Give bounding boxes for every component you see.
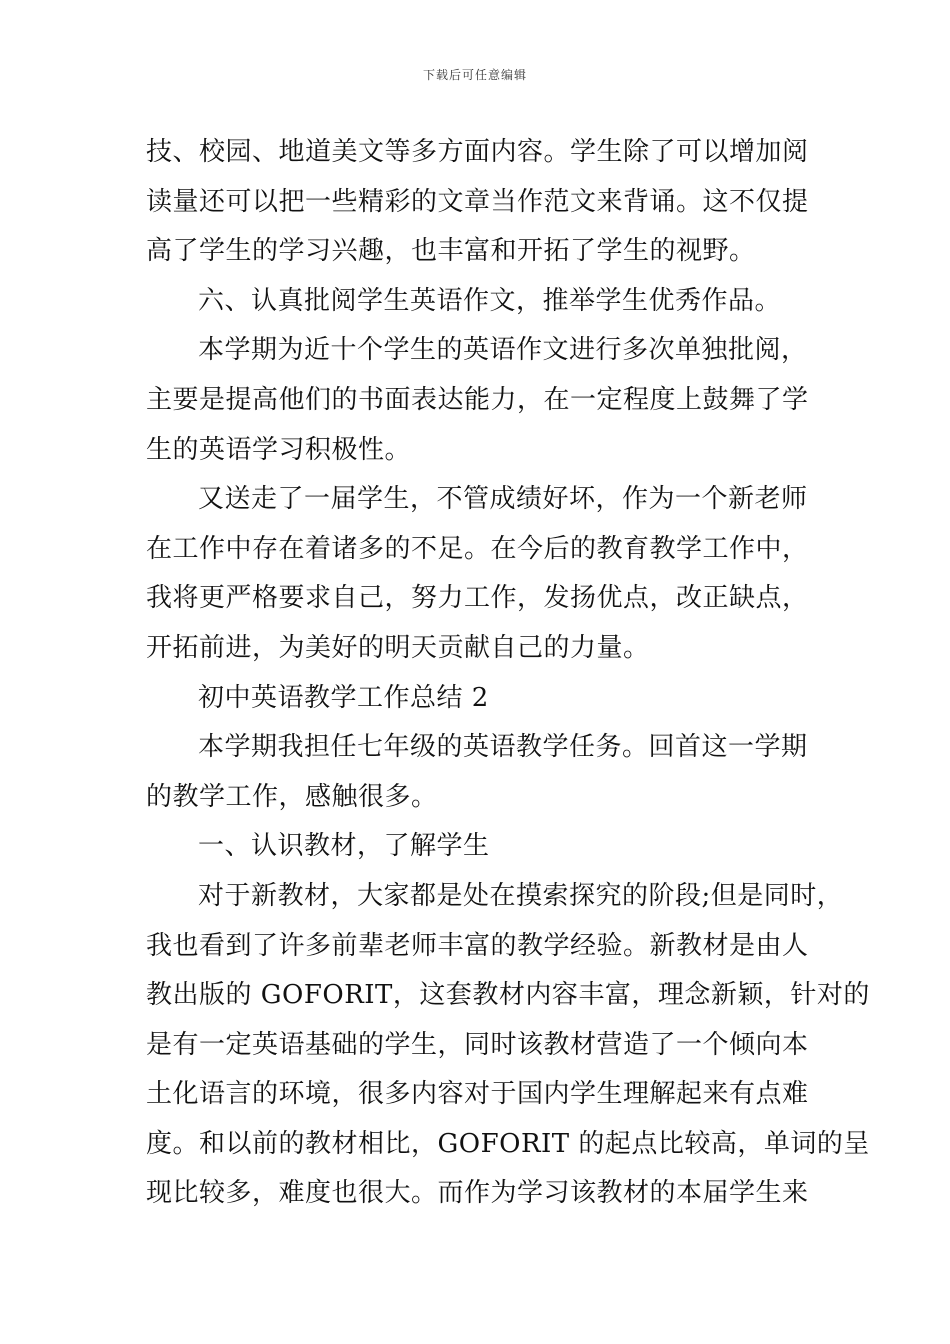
text-line: 主要是提高他们的书面表达能力，在一定程度上鼓舞了学	[146, 384, 809, 415]
text-line: 我将更严格要求自己，努力工作，发扬优点，改正缺点，	[146, 583, 809, 614]
text-line: 度。和以前的教材相比，GOFORIT 的起点比较高，单词的呈	[146, 1128, 870, 1159]
text-line: 在工作中存在着诸多的不足。在今后的教育教学工作中，	[146, 533, 809, 564]
text-line: 六、认真批阅学生英语作文，推举学生优秀作品。	[198, 285, 782, 316]
document-body	[146, 128, 870, 1219]
text-line: 现比较多，难度也很大。而作为学习该教材的本届学生来	[146, 1178, 809, 1209]
text-line: 本学期我担任七年级的英语教学任务。回首这一学期	[198, 732, 808, 763]
text-line: 初中英语教学工作总结 2	[198, 682, 489, 713]
text-line: 技、校园、地道美文等多方面内容。学生除了可以增加阅	[146, 137, 809, 167]
text-line: 又送走了一届学生，不管成绩好坏，作为一个新老师	[198, 484, 808, 515]
text-line: 本学期为近十个学生的英语作文进行多次单独批阅，	[198, 335, 808, 366]
text-line: 土化语言的环境，很多内容对于国内学生理解起来有点难	[146, 1079, 809, 1110]
text-line: 对于新教材，大家都是处在摸索探究的阶段;但是同时，	[198, 880, 844, 911]
text-line: 生的英语学习积极性。	[146, 434, 412, 465]
text-line: 是有一定英语基础的学生，同时该教材营造了一个倾向本	[146, 1029, 809, 1060]
text-line: 读量还可以把一些精彩的文章当作范文来背诵。这不仅提	[146, 186, 809, 217]
text-line: 我也看到了许多前辈老师丰富的教学经验。新教材是由人	[146, 930, 809, 961]
page-header-note: 下载后可任意编辑	[422, 68, 527, 82]
text-line: 高了学生的学习兴趣，也丰富和开拓了学生的视野。	[146, 236, 756, 267]
text-line: 教出版的 GOFORIT，这套教材内容丰富，理念新颖，针对的	[146, 980, 870, 1011]
text-line: 开拓前进，为美好的明天贡献自己的力量。	[146, 632, 650, 663]
text-line: 的教学工作，感触很多。	[146, 781, 438, 812]
text-line: 一、认识教材，了解学生	[198, 831, 490, 862]
